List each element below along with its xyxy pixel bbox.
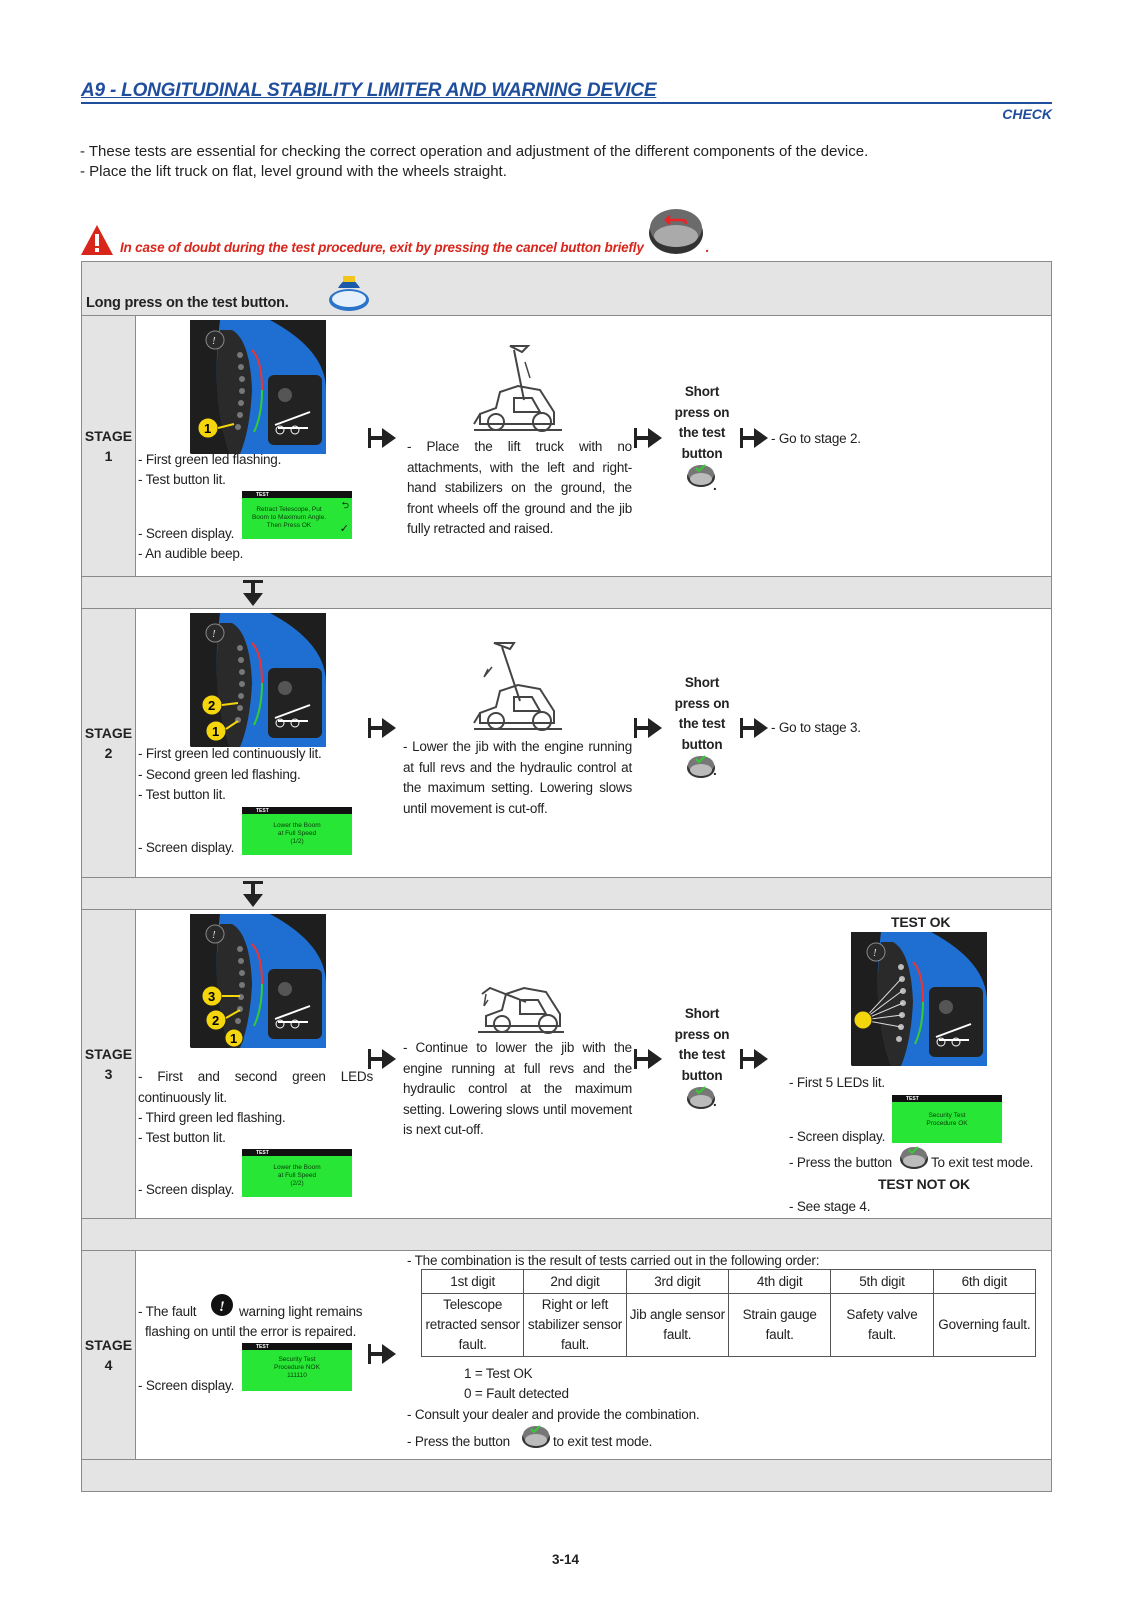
svg-text:3: 3 bbox=[208, 989, 216, 1004]
stage-4-consult-text: - Consult your dealer and provide the combination. bbox=[407, 1407, 700, 1422]
stage-3-instruction: - Continue to lower the jib with the engine running at full revs and the hydraulic control at the maximum setting. Lowering slows until movement is next cut-off. bbox=[403, 1040, 632, 1137]
digit-description: Jib angle sensor fault. bbox=[626, 1294, 728, 1357]
warning-line bbox=[80, 206, 709, 256]
stage-3-text-1: - First and second green LEDs continuously lit. bbox=[138, 1069, 373, 1105]
stage-3-row: STAGE 3 ! 3 2 1 - First and second green LEDs continuously lit. - Third green led flashing. - Test button lit. TEST Lower the Boom at Full Speed (2/2) - Screen display. - Continue to lower the jib with the engine running at full revs and the hydraulic control at the maximum setting. Lowering slows until movement is next cut-off. Short press on the test button . TEST OK ! - First 5 LEDs lit. TEST Security Test Procedure OK - Screen display. - Press the button To exit test mode. TEST NOT OK - See stage 4. bbox=[81, 909, 1052, 1219]
ok-button-icon bbox=[686, 462, 716, 488]
lift-truck-lowered-icon bbox=[476, 980, 566, 1038]
cancel-button-icon bbox=[648, 206, 704, 256]
stage-3-screen: TEST Lower the Boom at Full Speed (2/2) bbox=[242, 1149, 352, 1197]
test-ok-exit-text: To exit test mode. bbox=[931, 1155, 1034, 1170]
svg-text:!: ! bbox=[212, 929, 216, 941]
stage-2-text-2: - Second green led flashing. bbox=[138, 767, 301, 782]
svg-text:!: ! bbox=[212, 335, 216, 347]
stage-3-short-press: Short press on the test button bbox=[674, 1006, 730, 1083]
legend-fault: 0 = Fault detected bbox=[464, 1386, 569, 1401]
stage-3-indicator-panel bbox=[190, 914, 326, 1048]
stage-2-indicator-panel bbox=[190, 613, 326, 747]
stage-1-label: STAGE 1 bbox=[82, 316, 136, 576]
ok-button-icon bbox=[686, 753, 716, 779]
long-press-band bbox=[81, 261, 1052, 316]
stage-4-exit-text: to exit test mode. bbox=[553, 1434, 653, 1449]
digit-description: Telescope retracted sensor fault. bbox=[422, 1294, 524, 1357]
check-icon: ✓ bbox=[339, 523, 349, 535]
stage-4-text-2: flashing on until the error is repaired. bbox=[145, 1324, 357, 1339]
separator-band-4 bbox=[81, 1459, 1052, 1492]
back-arrow-icon: ⮌ bbox=[341, 500, 349, 510]
intro-line-1: - These tests are essential for checking the correct operation and adjustment of the different components of the device. bbox=[80, 143, 869, 160]
separator-band-2 bbox=[81, 877, 1052, 910]
digit-description: Safety valve fault. bbox=[831, 1294, 933, 1357]
stage-1-instruction: - Place the lift truck with no attachments, with the left and right-hand stabilizers on the ground, the front wheels off the ground and the jib fully retracted and raised. bbox=[407, 439, 632, 536]
stage-2-row: STAGE 2 ! 2 1 - First green led continuously lit. - Second green led flashing. - Test button lit. TEST Lower the Boom at Full Speed (1/2) - Screen display. - Lower the jib with the engine running at full revs and the hydraulic control at the maximum setting. Lowering slows until movement is cut-off. Short press on the test button . - Go to stage 3. bbox=[81, 608, 1052, 878]
test-not-ok-text: - See stage 4. bbox=[789, 1199, 871, 1214]
warning-triangle-icon bbox=[80, 224, 114, 256]
stage-4-screen-label: - Screen display. bbox=[138, 1378, 235, 1393]
stage-1-row: STAGE 1 ! 1 - First green led flashing. - Test button lit. TEST Retract Telescope, Put Boom to Maximum Angle. Then Press OK ⮌ ✓ - Screen display. - An audible beep. - Place the lift truck with no attachments, with the left and right-hand stabilizers on the ground, the front wheels off the ground and the jib fully retracted and raised. Short press on the test button . - Go to stage 2. bbox=[81, 315, 1052, 577]
stage-1-screen: TEST Retract Telescope, Put Boom to Maximum Angle. Then Press OK ⮌ ✓ bbox=[242, 491, 352, 539]
arrow-right-icon bbox=[634, 427, 662, 449]
arrow-right-icon bbox=[368, 1343, 396, 1365]
legend-test-ok: 1 = Test OK bbox=[464, 1366, 533, 1381]
long-press-text: Long press on the test button. bbox=[86, 295, 289, 311]
stage-2-label: STAGE 2 bbox=[82, 609, 136, 877]
warning-suffix: . bbox=[705, 240, 710, 255]
test-ok-press-text: - Press the button bbox=[789, 1155, 892, 1170]
section-title: A9 - LONGITUDINAL STABILITY LIMITER AND WARNING DEVICE bbox=[81, 80, 657, 101]
test-ok-screen: TEST Security Test Procedure OK bbox=[892, 1095, 1002, 1143]
led-all-lit-icon bbox=[851, 932, 987, 1066]
stage-1-text-1: - First green led flashing. bbox=[138, 452, 282, 467]
test-ok-leds: - First 5 LEDs lit. bbox=[789, 1075, 885, 1090]
stage-2-screen: TEST Lower the Boom at Full Speed (1/2) bbox=[242, 807, 352, 855]
arrow-right-icon bbox=[740, 1048, 768, 1070]
svg-text:!: ! bbox=[219, 1299, 225, 1315]
digit-header: 1st digit bbox=[422, 1270, 524, 1294]
stage-2-text-3: - Test button lit. bbox=[138, 787, 226, 802]
arrow-right-icon bbox=[740, 427, 768, 449]
stage-1-result: - Go to stage 2. bbox=[771, 431, 861, 446]
arrow-right-icon bbox=[740, 717, 768, 739]
intro-line-2: - Place the lift truck on flat, level ground with the wheels straight. bbox=[80, 163, 507, 180]
test-button-icon bbox=[328, 268, 370, 312]
arrow-right-icon bbox=[634, 1048, 662, 1070]
stage-4-screen: TEST Security Test Procedure NOK 111110 bbox=[242, 1343, 352, 1391]
digit-description: Governing fault. bbox=[933, 1294, 1035, 1357]
digit-description: Right or left stabilizer sensor fault. bbox=[524, 1294, 626, 1357]
stage-4-text-1: - The fault bbox=[138, 1304, 197, 1319]
led-1-2-callout-icon bbox=[196, 693, 240, 743]
arrow-right-icon bbox=[368, 427, 396, 449]
led-1-2-3-callout-icon bbox=[194, 984, 246, 1048]
stage-1-text-4: - An audible beep. bbox=[138, 546, 244, 561]
svg-text:1: 1 bbox=[230, 1031, 238, 1046]
digit-description: Strain gauge fault. bbox=[728, 1294, 830, 1357]
ok-button-icon bbox=[899, 1144, 929, 1170]
test-ok-screen-label: - Screen display. bbox=[789, 1129, 886, 1144]
arrow-right-icon bbox=[634, 717, 662, 739]
stage-4-text-2a: warning light remains bbox=[239, 1304, 363, 1319]
svg-text:1: 1 bbox=[204, 421, 212, 436]
ok-button-icon bbox=[686, 1084, 716, 1110]
stage-2-short-press: Short press on the test button bbox=[674, 675, 730, 752]
stage-1-short-press: Short press on the test button bbox=[674, 384, 730, 461]
separator-band-1 bbox=[81, 576, 1052, 609]
stage-1-text-2: - Test button lit. bbox=[138, 472, 226, 487]
ok-button-icon bbox=[521, 1423, 551, 1449]
test-not-ok-heading: TEST NOT OK bbox=[878, 1176, 970, 1192]
stage-2-result: - Go to stage 3. bbox=[771, 720, 861, 735]
section-tag: CHECK bbox=[1002, 106, 1052, 122]
arrow-right-icon bbox=[368, 1048, 396, 1070]
svg-text:2: 2 bbox=[208, 698, 216, 713]
lift-truck-lowering-icon bbox=[470, 641, 566, 735]
digit-header: 4th digit bbox=[728, 1270, 830, 1294]
stage-3-label: STAGE 3 bbox=[82, 910, 136, 1218]
stage-3-text-3: - Test button lit. bbox=[138, 1130, 226, 1145]
svg-text:!: ! bbox=[212, 628, 216, 640]
stage-4-press-text: - Press the button bbox=[407, 1434, 510, 1449]
digit-header: 5th digit bbox=[831, 1270, 933, 1294]
stage-4-label: STAGE 4 bbox=[82, 1251, 136, 1459]
digit-table bbox=[421, 1269, 1036, 1357]
lift-truck-raised-icon bbox=[470, 342, 566, 436]
warning-text: In case of doubt during the test procedure, exit by pressing the cancel button briefly bbox=[120, 240, 644, 255]
led-1-callout-icon bbox=[196, 416, 236, 440]
arrow-down-icon bbox=[242, 881, 264, 907]
stage-3-text-4: - Screen display. bbox=[138, 1182, 235, 1197]
title-rule bbox=[81, 102, 1052, 104]
stage-2-text-4: - Screen display. bbox=[138, 840, 235, 855]
stage-1-indicator-panel bbox=[190, 320, 326, 454]
fault-warning-icon bbox=[210, 1293, 234, 1317]
arrow-down-icon bbox=[242, 580, 264, 606]
stage-2-instruction: - Lower the jib with the engine running at full revs and the hydraulic control at the maximum setting. Lowering slows until movement is cut-off. bbox=[403, 739, 632, 816]
svg-text:!: ! bbox=[873, 947, 877, 959]
digit-header: 6th digit bbox=[933, 1270, 1035, 1294]
digit-header: 3rd digit bbox=[626, 1270, 728, 1294]
svg-text:1: 1 bbox=[212, 724, 220, 739]
arrow-right-icon bbox=[368, 717, 396, 739]
digit-header: 2nd digit bbox=[524, 1270, 626, 1294]
svg-text:2: 2 bbox=[212, 1013, 220, 1028]
stage-4-combination-text: - The combination is the result of tests carried out in the following order: bbox=[407, 1253, 820, 1268]
separator-band-3 bbox=[81, 1218, 1052, 1251]
stage-2-text-1: - First green led continuously lit. bbox=[138, 746, 322, 761]
stage-3-text-2: - Third green led flashing. bbox=[138, 1110, 286, 1125]
stage-1-text-3: - Screen display. bbox=[138, 526, 235, 541]
page-number: 3-14 bbox=[551, 1552, 580, 1567]
test-ok-heading: TEST OK bbox=[891, 914, 951, 930]
test-ok-indicator-panel bbox=[851, 932, 987, 1066]
